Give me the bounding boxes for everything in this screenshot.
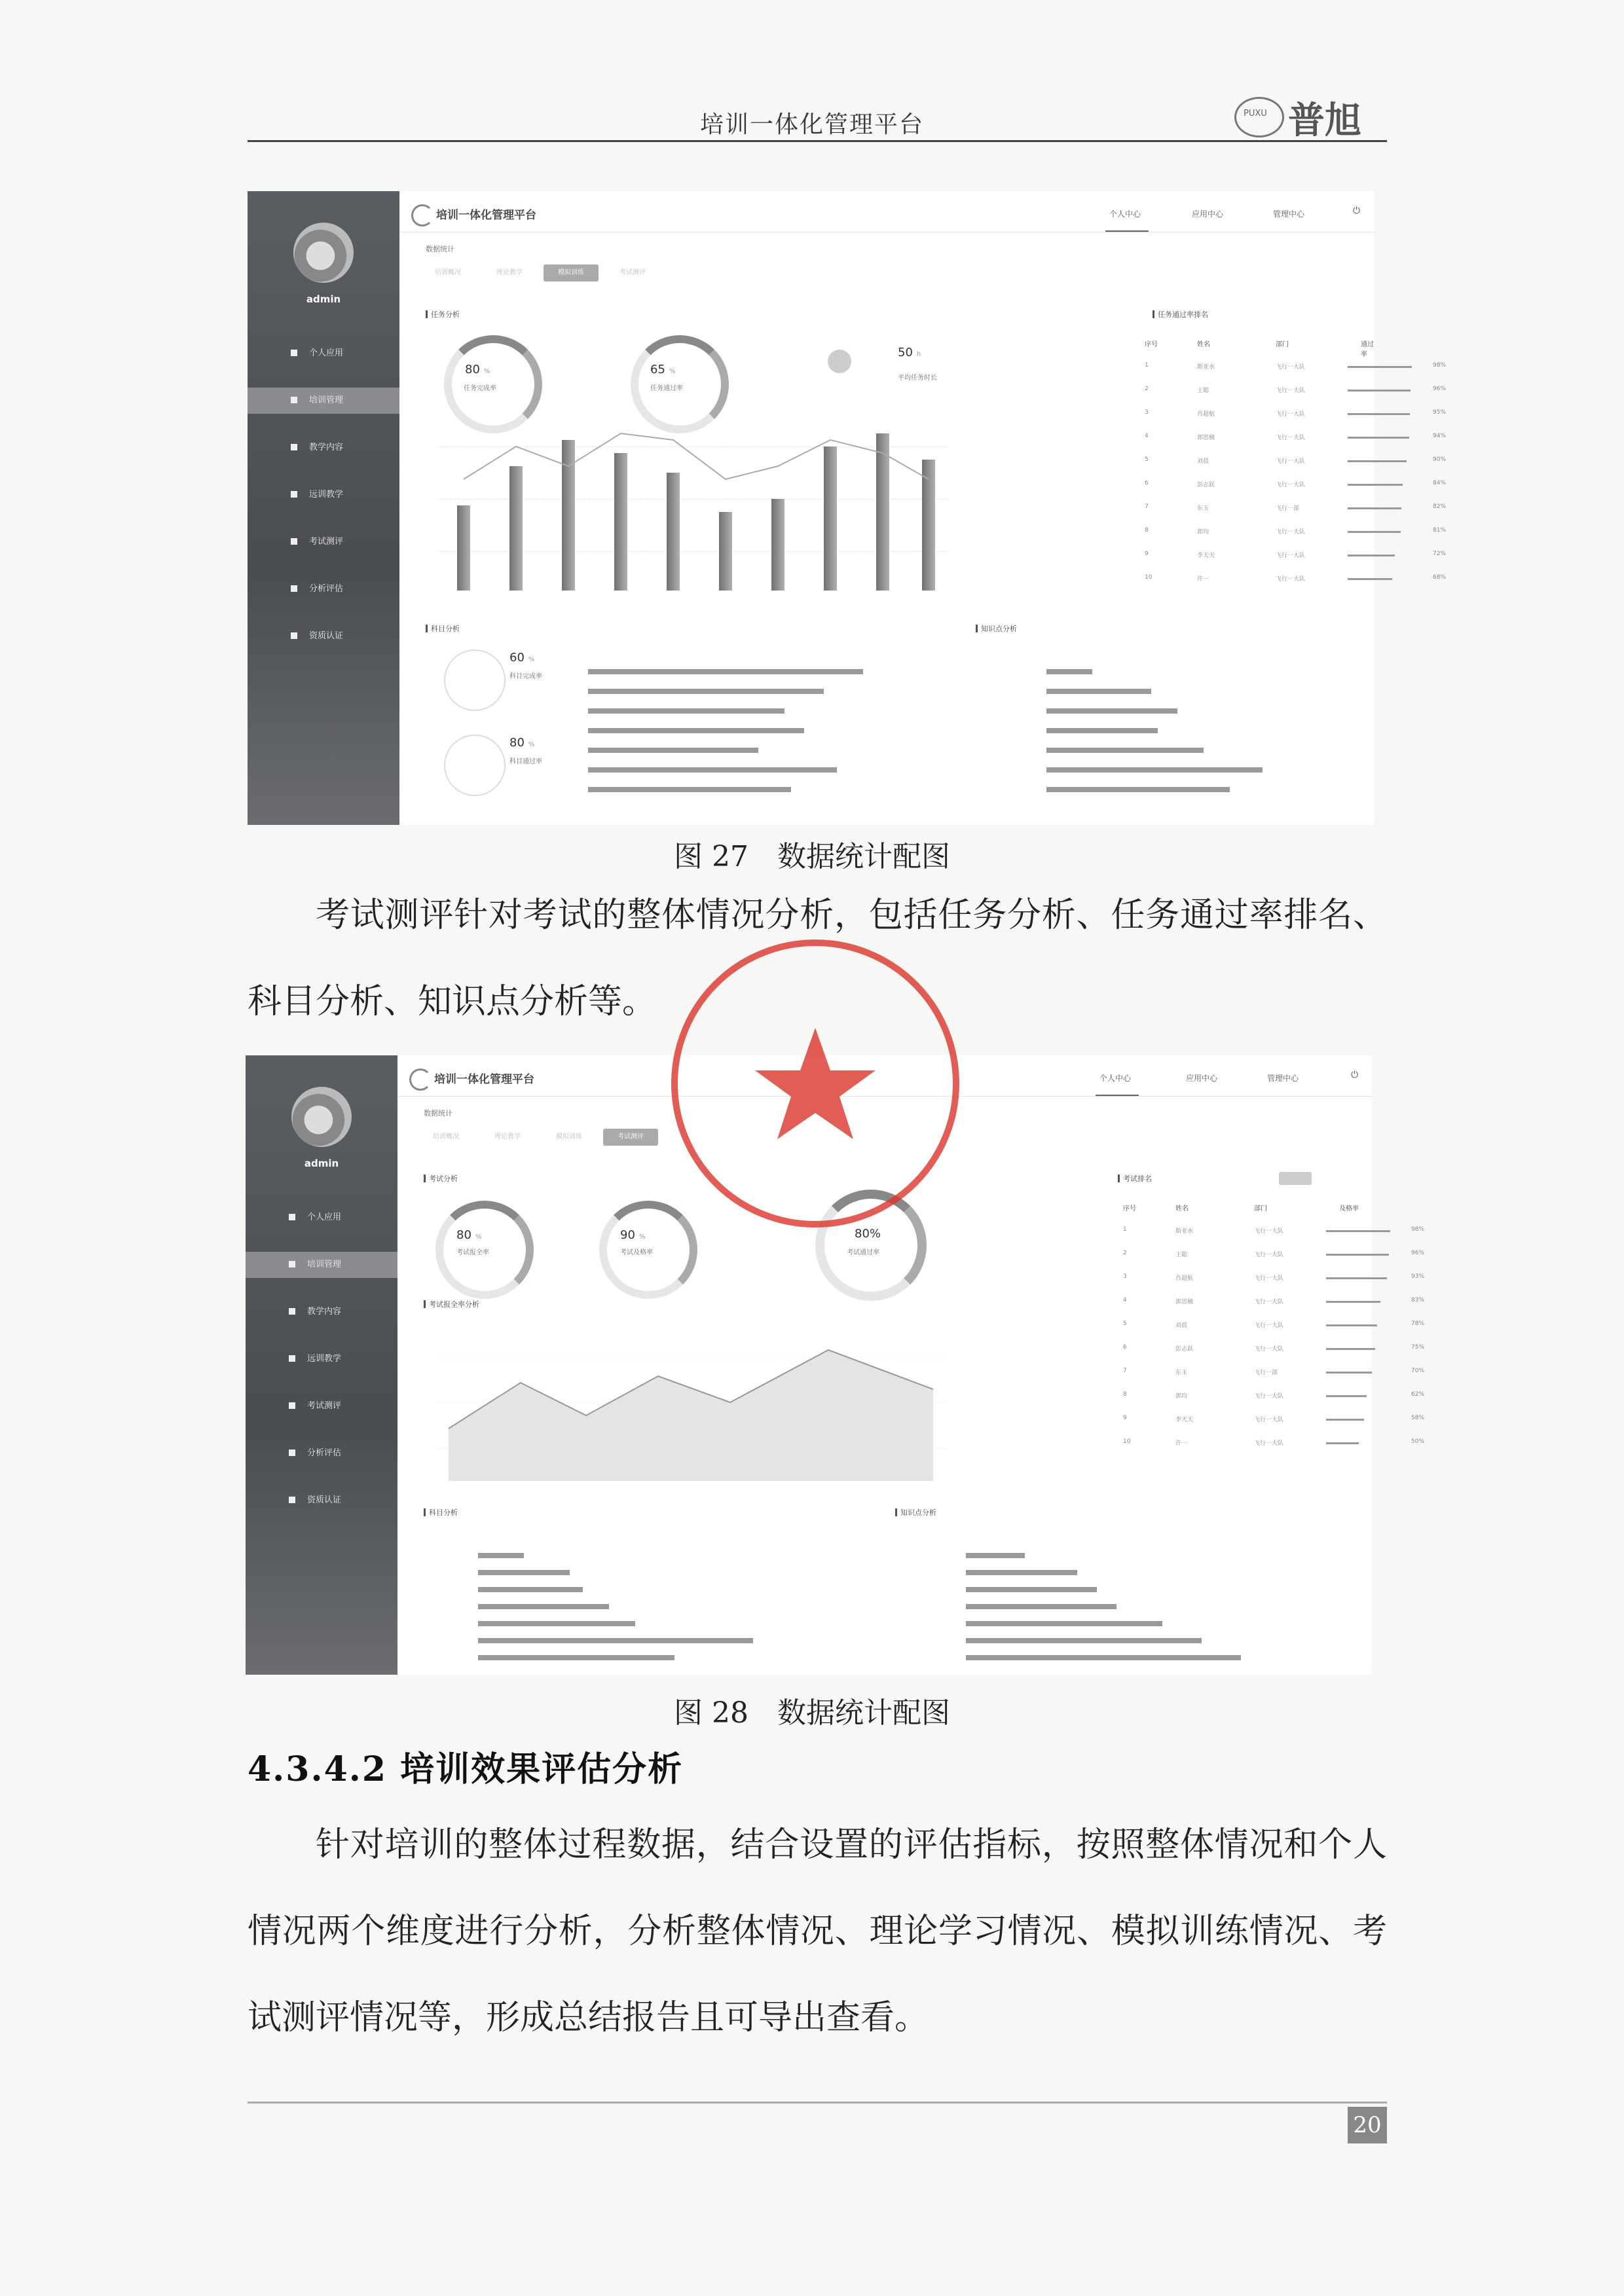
rank-rate-bar bbox=[1348, 413, 1410, 415]
rank-cell: 彭志跃 bbox=[1175, 1346, 1194, 1353]
knowledge-bar bbox=[1046, 708, 1177, 714]
rank-cell: 飞行一部 bbox=[1254, 1370, 1278, 1376]
rank-rate-bar bbox=[1326, 1301, 1380, 1303]
rank-cell: 郭均 bbox=[1197, 529, 1209, 536]
subject-bar bbox=[588, 669, 863, 674]
chart-trend-line bbox=[437, 401, 948, 597]
rank-header: 姓名 bbox=[1197, 341, 1210, 348]
paragraph-training-evaluation: 针对培训的整体过程数据，结合设置的评估指标，按照整体情况和个人情况两个维度进行分析，分析整体情况、理论学习情况、模拟训练情况、考试测评情况等，形成总结报告且可导出查看。 bbox=[248, 1825, 1387, 2037]
rank-cell: 东玉 bbox=[1197, 505, 1209, 512]
tab-simulation[interactable]: 模拟训练 bbox=[556, 1133, 582, 1140]
rank-rate-bar bbox=[1326, 1419, 1364, 1421]
sidebar-item[interactable] bbox=[246, 1487, 397, 1514]
rank-cell: 刘晨 bbox=[1175, 1322, 1188, 1329]
rank-rate-bar bbox=[1348, 555, 1395, 556]
sidebar-item-label: 分析评估 bbox=[309, 584, 344, 594]
knowledge-analysis-title: 知识点分析 bbox=[900, 1508, 936, 1517]
rank-cell: 许一 bbox=[1197, 576, 1209, 583]
rank-cell: 飞行一大队 bbox=[1254, 1299, 1284, 1305]
subject-bar bbox=[478, 1638, 753, 1643]
paragraph-exam-analysis: 考试测评针对考试的整体情况分析，包括任务分析、任务通过率排名、科目分析、知识点分析等。 bbox=[248, 896, 1387, 1021]
rank-cell: 肖超航 bbox=[1197, 411, 1215, 418]
rank-rate-bar bbox=[1348, 460, 1407, 462]
knowledge-bar bbox=[966, 1621, 1162, 1626]
rank-cell: 许一 bbox=[1175, 1440, 1188, 1447]
subject-bar bbox=[478, 1587, 583, 1592]
subject-pass-value: 80 % bbox=[509, 736, 535, 750]
figure-28-caption: 图 28 数据统计配图 bbox=[674, 1696, 950, 1730]
rank-cell: 飞行一大队 bbox=[1254, 1417, 1284, 1423]
rank-cell: 李天天 bbox=[1197, 553, 1215, 559]
subject-completion-caption: 科目完成率 bbox=[509, 673, 542, 680]
rank-cell: 95% bbox=[1433, 409, 1447, 416]
rank-cell: 72% bbox=[1433, 551, 1447, 557]
knowledge-bar bbox=[1046, 748, 1204, 753]
exam-pass-caption: 考试通过率 bbox=[847, 1249, 879, 1256]
rank-rate-bar bbox=[1326, 1395, 1367, 1397]
rank-cell: 7 bbox=[1145, 503, 1149, 510]
rank-cell: 50% bbox=[1411, 1438, 1425, 1445]
rank-title: 任务通过率排名 bbox=[1158, 310, 1208, 319]
rank-rate-bar bbox=[1326, 1372, 1372, 1374]
rank-cell: 75% bbox=[1411, 1344, 1425, 1351]
active-menu-underline bbox=[1096, 1095, 1139, 1096]
rank-cell: 飞行一大队 bbox=[1276, 576, 1306, 583]
knowledge-bar bbox=[1046, 669, 1092, 674]
breadcrumb: 数据统计 bbox=[424, 1109, 452, 1118]
logo-chinese-text: 普旭 bbox=[1288, 99, 1361, 142]
rank-cell: 肖超航 bbox=[1175, 1275, 1194, 1282]
rank-cell: 飞行一大队 bbox=[1254, 1275, 1284, 1282]
exam-area-chart bbox=[435, 1317, 946, 1494]
subject-bar bbox=[478, 1553, 524, 1558]
rank-cell: 10 bbox=[1145, 574, 1153, 581]
rank-cell: 刘晨 bbox=[1197, 458, 1209, 465]
tab-overview[interactable]: 培训概况 bbox=[433, 1133, 459, 1140]
header-rule bbox=[248, 140, 1387, 142]
menu-personal-center[interactable]: 个人中心 bbox=[1109, 210, 1141, 219]
subject-bar bbox=[588, 728, 804, 733]
rank-header: 及格率 bbox=[1339, 1205, 1359, 1212]
nav-icon bbox=[289, 1402, 295, 1409]
rank-cell: 7 bbox=[1123, 1368, 1127, 1374]
nav-icon bbox=[289, 1355, 295, 1362]
nav-icon bbox=[289, 1449, 295, 1456]
tab-exam[interactable]: 考试测评 bbox=[603, 1129, 658, 1146]
sidebar-item-label: 教学内容 bbox=[307, 1307, 342, 1317]
knowledge-bar bbox=[1046, 689, 1151, 694]
nav-icon bbox=[291, 350, 297, 356]
rank-rate-bar bbox=[1326, 1230, 1390, 1232]
avg-duration-value: 50 h bbox=[898, 346, 921, 359]
rank-cell: 90% bbox=[1433, 456, 1447, 463]
exam-pass-value: 80% bbox=[855, 1227, 881, 1241]
rank-cell: 飞行一大队 bbox=[1254, 1346, 1284, 1353]
nav-icon bbox=[291, 444, 297, 450]
app-title: 培训一体化管理平台 bbox=[436, 209, 536, 222]
rank-cell: 83% bbox=[1411, 1297, 1425, 1303]
rank-cell: 飞行一大队 bbox=[1276, 482, 1306, 488]
rank-cell: 飞行一大队 bbox=[1276, 388, 1306, 394]
avg-duration-caption: 平均任务时长 bbox=[898, 374, 937, 382]
rank-cell: 10 bbox=[1123, 1438, 1131, 1445]
rank-rate-bar bbox=[1326, 1254, 1389, 1256]
rank-cell: 94% bbox=[1433, 433, 1447, 439]
subject-bar bbox=[478, 1621, 635, 1626]
rank-cell: 98% bbox=[1411, 1226, 1425, 1233]
logout-icon[interactable]: ⏻ bbox=[1353, 206, 1361, 216]
sidebar-item-label: 教学内容 bbox=[309, 443, 344, 452]
section-heading: 4.3.4.2 培训效果评估分析 bbox=[248, 1749, 684, 1789]
rank-cell: 飞行一大队 bbox=[1276, 364, 1306, 371]
knowledge-bar bbox=[966, 1587, 1097, 1592]
footer-rule bbox=[248, 2102, 1387, 2104]
sidebar-item[interactable] bbox=[248, 482, 399, 508]
sidebar-item[interactable] bbox=[248, 576, 399, 602]
sidebar-item[interactable] bbox=[246, 1299, 397, 1325]
rank-rate-bar bbox=[1326, 1442, 1359, 1444]
knowledge-bar bbox=[966, 1655, 1241, 1660]
rank-cell: 62% bbox=[1411, 1391, 1425, 1398]
rank-cell: 58% bbox=[1411, 1415, 1425, 1421]
rank-header: 序号 bbox=[1145, 341, 1158, 348]
rank-header: 部门 bbox=[1254, 1205, 1267, 1212]
page-number: 20 bbox=[1348, 2107, 1387, 2143]
rank-rate-bar bbox=[1348, 484, 1403, 486]
menu-personal-center[interactable]: 个人中心 bbox=[1099, 1074, 1132, 1083]
rank-cell: 93% bbox=[1411, 1273, 1425, 1280]
rank-cell: 斯亚水 bbox=[1197, 364, 1215, 371]
subject-pass-caption: 科目通过率 bbox=[509, 758, 542, 765]
rank-cell: 王聪 bbox=[1197, 388, 1209, 394]
nav-icon bbox=[291, 538, 297, 545]
rank-cell: 9 bbox=[1123, 1415, 1127, 1421]
task-analysis-title: 任务分析 bbox=[431, 310, 460, 319]
sidebar-item-label: 分析评估 bbox=[307, 1448, 342, 1458]
rank-cell: 飞行一大队 bbox=[1276, 411, 1306, 418]
sidebar-item[interactable] bbox=[246, 1346, 397, 1372]
rank-cell: 飞行一大队 bbox=[1254, 1440, 1284, 1447]
rank-cell: 96% bbox=[1433, 386, 1447, 392]
exam-pass-line-caption: 考试及格率 bbox=[620, 1249, 653, 1256]
rank-filter-toggle[interactable] bbox=[1279, 1172, 1312, 1185]
rank-cell: 飞行一大队 bbox=[1276, 458, 1306, 465]
rank-cell: 78% bbox=[1411, 1321, 1425, 1327]
active-menu-underline bbox=[1105, 230, 1149, 232]
username: admin bbox=[306, 293, 341, 305]
running-header-title: 培训一体化管理平台 bbox=[699, 111, 924, 138]
app-title: 培训一体化管理平台 bbox=[434, 1073, 534, 1086]
rank-cell: 5 bbox=[1123, 1321, 1127, 1327]
nav-icon bbox=[289, 1497, 295, 1503]
nav-icon bbox=[291, 491, 297, 498]
rank-cell: 5 bbox=[1145, 456, 1149, 463]
rank-cell: 飞行一大队 bbox=[1276, 435, 1306, 441]
subject-completion-value: 60 % bbox=[509, 651, 535, 665]
tab-theory[interactable]: 理论教学 bbox=[496, 269, 523, 276]
rank-rate-bar bbox=[1348, 437, 1409, 439]
rank-cell: 王聪 bbox=[1175, 1252, 1188, 1258]
rank-cell: 3 bbox=[1123, 1273, 1127, 1280]
app-logo-icon bbox=[411, 204, 434, 227]
nav-icon bbox=[291, 585, 297, 592]
exam-signup-value: 80 % bbox=[456, 1228, 482, 1242]
sidebar-item-label: 考试测评 bbox=[307, 1401, 342, 1411]
exam-pass-line-value: 90 % bbox=[620, 1228, 646, 1242]
rank-cell: 2 bbox=[1145, 386, 1149, 392]
rank-cell: 6 bbox=[1123, 1344, 1127, 1351]
nav-icon bbox=[289, 1214, 295, 1220]
sidebar bbox=[246, 1055, 397, 1675]
rank-rate-bar bbox=[1326, 1324, 1377, 1326]
task-completion-value: 80 % bbox=[465, 363, 490, 376]
rank-header: 姓名 bbox=[1175, 1205, 1189, 1212]
sidebar-item-label: 远训教学 bbox=[307, 1354, 342, 1364]
rank-cell: 东玉 bbox=[1175, 1370, 1188, 1376]
knowledge-bar bbox=[1046, 787, 1230, 792]
rank-rate-bar bbox=[1326, 1277, 1387, 1279]
task-bar-line-chart bbox=[437, 401, 948, 597]
rank-rate-bar bbox=[1348, 366, 1412, 368]
sidebar-item-label: 资质认证 bbox=[309, 631, 344, 641]
rank-cell: 68% bbox=[1433, 574, 1447, 581]
subject-bar bbox=[478, 1604, 609, 1609]
sidebar-item-label: 个人应用 bbox=[309, 348, 344, 358]
rank-cell: 81% bbox=[1433, 527, 1447, 534]
subject-analysis-title: 科目分析 bbox=[431, 625, 460, 633]
company-seal bbox=[661, 930, 969, 1237]
rank-cell: 4 bbox=[1123, 1297, 1127, 1303]
sidebar-item-label: 个人应用 bbox=[307, 1212, 342, 1222]
rank-cell: 郭思楠 bbox=[1197, 435, 1215, 441]
subject-analysis-title: 科目分析 bbox=[429, 1508, 458, 1517]
figure-27-caption: 图 27 数据统计配图 bbox=[674, 840, 950, 873]
nav-icon bbox=[291, 632, 297, 639]
rank-cell: 9 bbox=[1145, 551, 1149, 557]
task-pass-value: 65 % bbox=[650, 363, 676, 376]
subject-bar bbox=[588, 748, 758, 753]
breadcrumb: 数据统计 bbox=[426, 245, 454, 253]
app-logo-icon bbox=[409, 1068, 432, 1091]
rank-header: 序号 bbox=[1123, 1205, 1136, 1212]
rank-cell: 1 bbox=[1145, 362, 1149, 369]
rank-rate-bar bbox=[1348, 390, 1411, 392]
rank-rate-bar bbox=[1326, 1348, 1375, 1350]
sidebar-item[interactable] bbox=[246, 1440, 397, 1467]
subject-bar bbox=[478, 1570, 570, 1575]
exam-trend-title: 考试报全率分析 bbox=[429, 1300, 479, 1309]
rank-cell: 8 bbox=[1123, 1391, 1127, 1398]
menu-admin-center[interactable]: 管理中心 bbox=[1267, 1074, 1299, 1083]
rank-cell: 70% bbox=[1411, 1368, 1425, 1374]
sidebar-item-label: 远训教学 bbox=[309, 490, 344, 500]
rank-rate-bar bbox=[1348, 507, 1401, 509]
rank-cell: 4 bbox=[1145, 433, 1149, 439]
rank-cell: 飞行一大队 bbox=[1254, 1252, 1284, 1258]
username: admin bbox=[304, 1157, 339, 1169]
avatar bbox=[293, 223, 354, 283]
menu-app-center[interactable]: 应用中心 bbox=[1192, 210, 1224, 219]
sidebar-item[interactable] bbox=[248, 340, 399, 367]
rank-header: 通过率 bbox=[1361, 341, 1374, 358]
logout-icon[interactable]: ⏻ bbox=[1351, 1070, 1359, 1080]
subject-bar bbox=[588, 689, 824, 694]
rank-cell: 飞行一部 bbox=[1276, 505, 1300, 512]
rank-cell: 82% bbox=[1433, 503, 1447, 510]
rank-cell: 飞行一大队 bbox=[1254, 1393, 1284, 1400]
rank-cell: 2 bbox=[1123, 1250, 1127, 1256]
rank-cell: 彭志跃 bbox=[1197, 482, 1215, 488]
tab-simulation[interactable]: 模拟训练 bbox=[544, 264, 599, 282]
task-completion-caption: 任务完成率 bbox=[464, 385, 496, 392]
exam-analysis-title: 考试分析 bbox=[429, 1175, 458, 1183]
logo-english-text: PUXU bbox=[1244, 109, 1267, 118]
rank-rate-bar bbox=[1348, 531, 1401, 533]
rank-title: 考试排名 bbox=[1123, 1175, 1152, 1183]
tab-theory[interactable]: 理论教学 bbox=[494, 1133, 521, 1140]
rank-cell: 84% bbox=[1433, 480, 1447, 486]
knowledge-analysis-title: 知识点分析 bbox=[981, 625, 1017, 633]
avatar bbox=[291, 1087, 352, 1147]
subject-bar bbox=[588, 767, 837, 773]
sidebar-item-label: 资质认证 bbox=[307, 1495, 342, 1505]
tab-overview[interactable]: 培训概况 bbox=[435, 269, 461, 276]
rank-header: 部门 bbox=[1276, 341, 1289, 348]
nav-icon bbox=[289, 1308, 295, 1315]
knowledge-bar bbox=[966, 1604, 1116, 1609]
rank-cell: 3 bbox=[1145, 409, 1149, 416]
sidebar-item[interactable] bbox=[248, 388, 399, 414]
menu-app-center[interactable]: 应用中心 bbox=[1186, 1074, 1218, 1083]
sidebar-item-label: 培训管理 bbox=[307, 1260, 342, 1269]
subject-completion-icon bbox=[444, 649, 506, 711]
sidebar-item-label: 考试测评 bbox=[309, 537, 344, 547]
rank-cell: 郭均 bbox=[1175, 1393, 1188, 1400]
knowledge-bar bbox=[966, 1553, 1025, 1558]
sidebar-item[interactable] bbox=[246, 1205, 397, 1231]
subject-bar bbox=[588, 708, 784, 714]
clock-icon bbox=[828, 350, 851, 373]
rank-cell: 8 bbox=[1145, 527, 1149, 534]
rank-cell: 李天天 bbox=[1175, 1417, 1194, 1423]
knowledge-bar bbox=[1046, 767, 1263, 773]
rank-cell: 飞行一大队 bbox=[1276, 553, 1306, 559]
screenshot-figure-27 bbox=[248, 191, 1447, 825]
subject-bar bbox=[588, 787, 791, 792]
subject-bar bbox=[478, 1655, 674, 1660]
sidebar-item[interactable] bbox=[248, 623, 399, 649]
sidebar bbox=[248, 191, 399, 825]
subject-pass-icon bbox=[444, 735, 506, 796]
knowledge-bar bbox=[1046, 728, 1158, 733]
nav-icon bbox=[289, 1261, 295, 1267]
rank-cell: 斯亚水 bbox=[1175, 1228, 1194, 1235]
menu-admin-center[interactable]: 管理中心 bbox=[1273, 210, 1305, 219]
company-logo bbox=[1234, 92, 1378, 142]
knowledge-bar bbox=[966, 1638, 1202, 1643]
rank-rate-bar bbox=[1348, 578, 1392, 580]
rank-cell: 1 bbox=[1123, 1226, 1127, 1233]
sidebar-item[interactable] bbox=[248, 529, 399, 555]
sidebar-item-label: 培训管理 bbox=[309, 395, 344, 405]
task-pass-caption: 任务通过率 bbox=[650, 385, 683, 392]
tab-exam[interactable]: 考试测评 bbox=[619, 269, 646, 276]
sidebar-item[interactable] bbox=[248, 435, 399, 461]
nav-icon bbox=[291, 397, 297, 403]
exam-signup-caption: 考试报全率 bbox=[456, 1249, 489, 1256]
rank-cell: 郭思楠 bbox=[1175, 1299, 1194, 1305]
rank-cell: 飞行一大队 bbox=[1276, 529, 1306, 536]
rank-cell: 98% bbox=[1433, 362, 1447, 369]
knowledge-bar bbox=[966, 1570, 1077, 1575]
rank-cell: 96% bbox=[1411, 1250, 1425, 1256]
sidebar-item[interactable] bbox=[246, 1252, 397, 1278]
rank-cell: 飞行一大队 bbox=[1254, 1322, 1284, 1329]
rank-cell: 飞行一大队 bbox=[1254, 1228, 1284, 1235]
rank-cell: 6 bbox=[1145, 480, 1149, 486]
sidebar-item[interactable] bbox=[246, 1393, 397, 1419]
